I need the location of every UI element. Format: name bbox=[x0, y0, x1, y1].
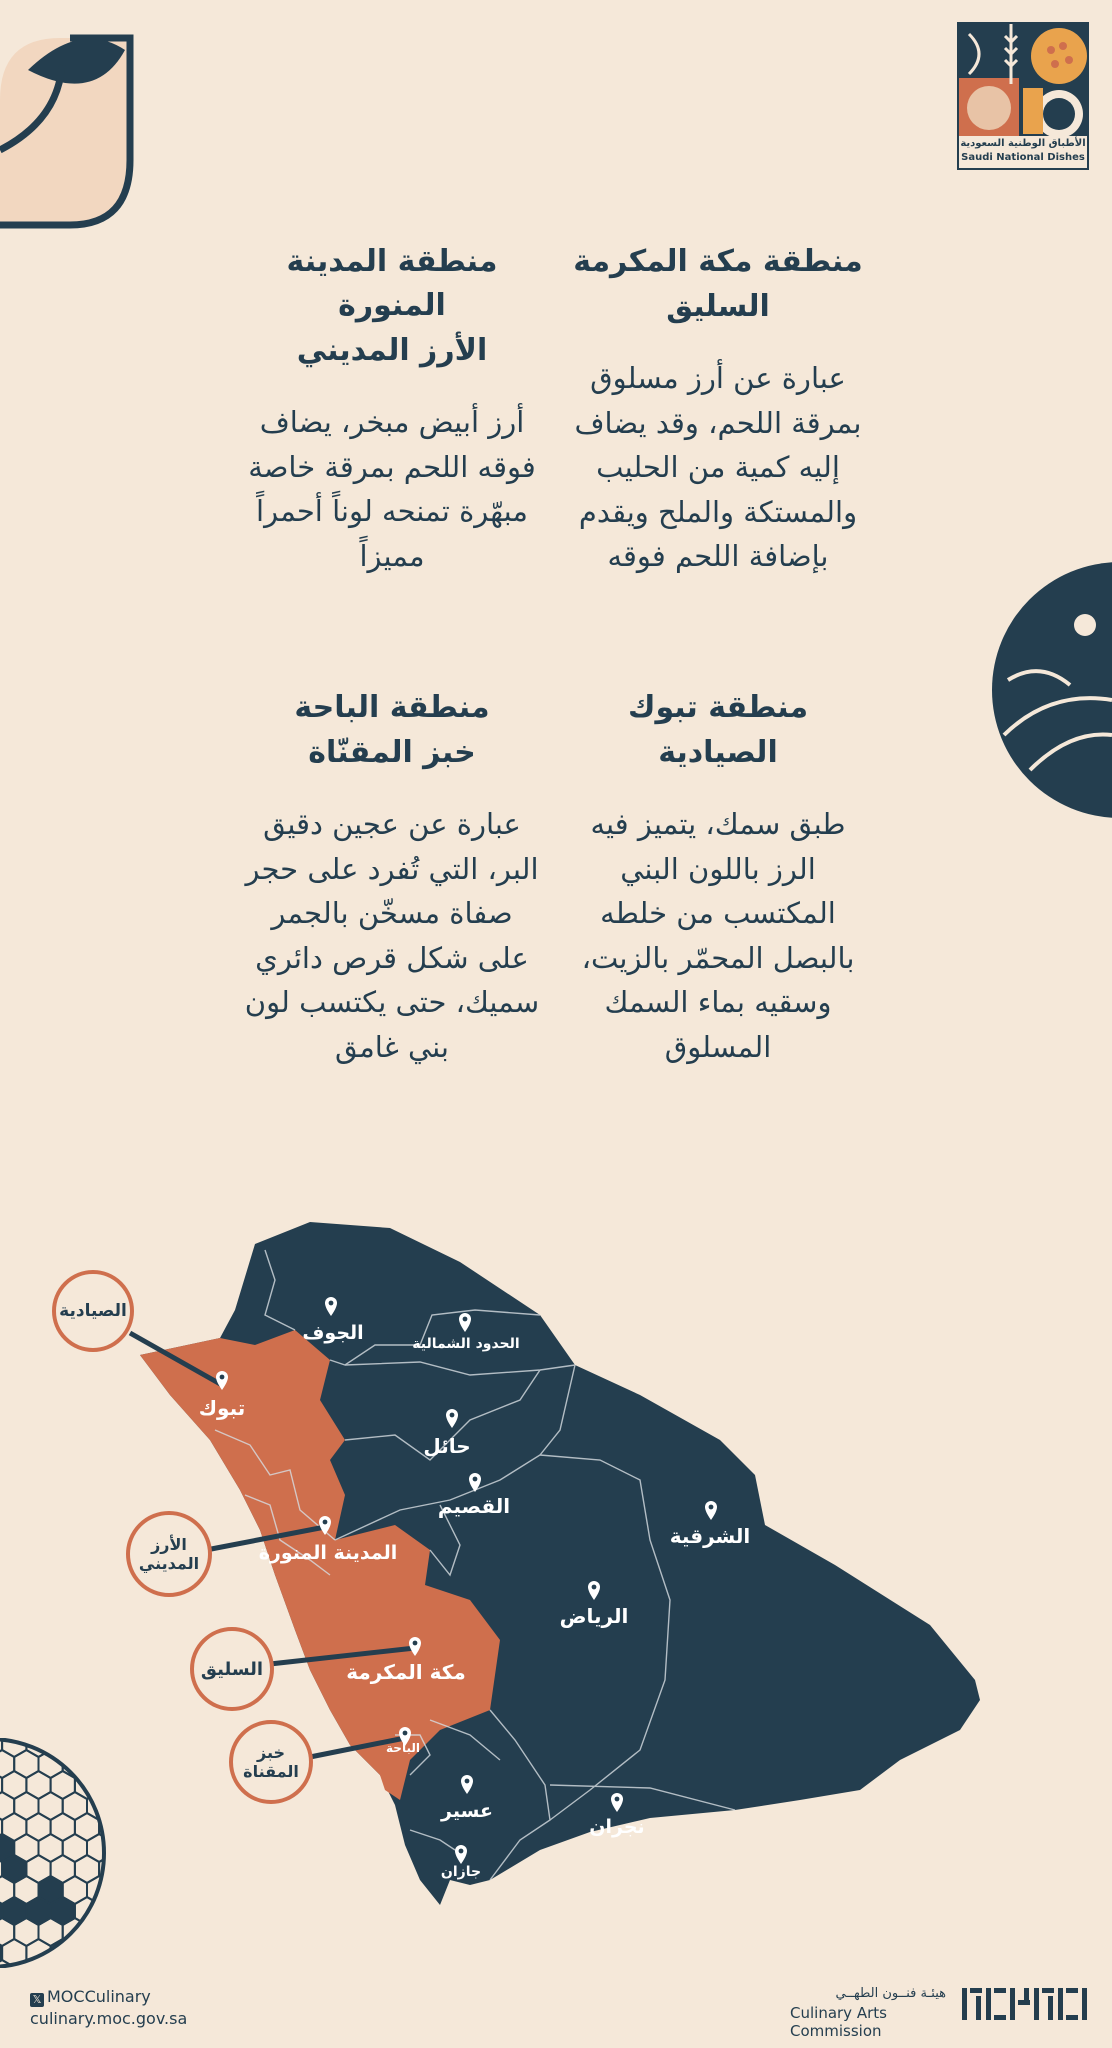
commission-name-english: Culinary Arts Commission bbox=[790, 2004, 887, 2040]
bubble-tabuk-dish bbox=[52, 1270, 134, 1352]
commission-mark-icon bbox=[960, 1986, 1090, 2022]
region-label-jazan: جازان bbox=[440, 1864, 482, 1880]
section-makkah bbox=[568, 240, 868, 579]
section-tabuk bbox=[568, 686, 868, 1069]
dish-description: طبق سمك، يتميز فيه الرز باللون البني المكتسب من خلطه بالبصل المحمّر بالزيت، وسقيه بماء السمك المسلوق bbox=[581, 807, 855, 1064]
location-pin-dot bbox=[709, 1505, 714, 1510]
footer-contact bbox=[30, 1986, 187, 2030]
location-pin-dot bbox=[329, 1301, 334, 1306]
dish-description: عبارة عن عجين دقيق البر، التي تُفرد على حجر صفاة مسخّن بالجمر على شكل قرص دائري سميك، حتى يكتسب لون بني غامق bbox=[244, 807, 540, 1064]
hexagon-cell bbox=[87, 1960, 110, 1968]
region-label-baha: الباحة bbox=[386, 1741, 420, 1755]
region-label-makkah: مكة المكرمة bbox=[346, 1660, 466, 1684]
x-social-icon[interactable]: 𝕏 bbox=[30, 1993, 44, 2007]
social-handle-link[interactable]: MOCCulinary bbox=[47, 1987, 151, 2006]
section-madinah bbox=[242, 240, 542, 578]
logo-english-text: Saudi National Dishes bbox=[961, 152, 1085, 163]
bubble-label-line2: المديني bbox=[138, 1554, 200, 1573]
region-label-eastern: الشرقية bbox=[669, 1524, 751, 1548]
location-pin-dot bbox=[220, 1375, 225, 1380]
region-title: منطقة المدينة المنورة bbox=[286, 244, 498, 323]
bubble-baha-dish bbox=[229, 1720, 313, 1804]
region-label-hail: حائل bbox=[423, 1434, 471, 1458]
hexagon-cell bbox=[63, 1960, 87, 1968]
commission-name-arabic: هيئـة فنــون الطهــي bbox=[835, 1986, 946, 2001]
region-label-northern-borders: الحدود الشمالية bbox=[412, 1336, 520, 1352]
location-pin-dot bbox=[592, 1585, 597, 1590]
bubble-label: السليق bbox=[200, 1658, 264, 1680]
bubble-label-line1: الأرز bbox=[151, 1535, 187, 1554]
logo-artwork bbox=[959, 24, 1087, 136]
bubble-makkah-dish bbox=[190, 1627, 274, 1711]
location-pin-dot bbox=[459, 1849, 464, 1854]
website-link[interactable]: culinary.moc.gov.sa bbox=[30, 2009, 188, 2028]
region-title: منطقة الباحة bbox=[294, 690, 490, 725]
dish-description: عبارة عن أرز مسلوق بمرقة اللحم، وقد يضاف إليه كمية من الحليب والمستكة والملح ويقدم بإضافة اللحم فوقه bbox=[574, 361, 862, 573]
region-label-qassim: القصيم bbox=[437, 1494, 511, 1518]
region-label-tabuk: تبوك bbox=[198, 1396, 246, 1420]
location-pin-dot bbox=[403, 1731, 408, 1736]
region-label-jouf: الجوف bbox=[302, 1322, 364, 1344]
bubble-madinah-dish bbox=[126, 1511, 212, 1597]
dish-name: خبز المقنّاة bbox=[308, 735, 476, 770]
dish-name: الصيادية bbox=[658, 735, 778, 770]
region-title: منطقة مكة المكرمة bbox=[573, 244, 863, 279]
commission-logo bbox=[790, 1986, 1090, 2040]
location-pin-dot bbox=[463, 1317, 468, 1322]
circle-decoration bbox=[990, 560, 1112, 820]
region-title: منطقة تبوك bbox=[627, 690, 809, 725]
region-label-asir: عسير bbox=[441, 1800, 493, 1822]
location-pin-dot bbox=[413, 1641, 418, 1646]
leaf-decoration bbox=[0, 30, 135, 230]
dish-name: الأرز المديني bbox=[296, 333, 488, 368]
bubble-label: الصيادية bbox=[59, 1301, 127, 1321]
location-pin-dot bbox=[473, 1477, 478, 1482]
location-pin-dot bbox=[450, 1413, 455, 1418]
hexagon-cell bbox=[39, 1960, 63, 1968]
logo-arabic-text: الأطباق الوطنية السعودية bbox=[960, 138, 1086, 149]
section-baha bbox=[242, 686, 542, 1069]
region-label-madinah: المدينة المنورة bbox=[258, 1542, 398, 1564]
location-pin-dot bbox=[465, 1779, 470, 1784]
location-pin-dot bbox=[615, 1797, 620, 1802]
bubble-label-line2: المقناة bbox=[243, 1762, 299, 1781]
region-label-najran: نجران bbox=[589, 1816, 645, 1838]
saudi-national-dishes-logo bbox=[957, 22, 1089, 170]
dish-description: أرز أبيض مبخر، يضاف فوقه اللحم بمرقة خاصة مبهّرة تمنحه لوناً أحمراً مميزاً bbox=[248, 405, 536, 573]
bubble-label-line1: خبز bbox=[257, 1743, 286, 1762]
dish-name: السليق bbox=[666, 289, 770, 324]
location-pin-dot bbox=[323, 1520, 328, 1525]
region-label-riyadh: الرياض bbox=[559, 1604, 629, 1628]
